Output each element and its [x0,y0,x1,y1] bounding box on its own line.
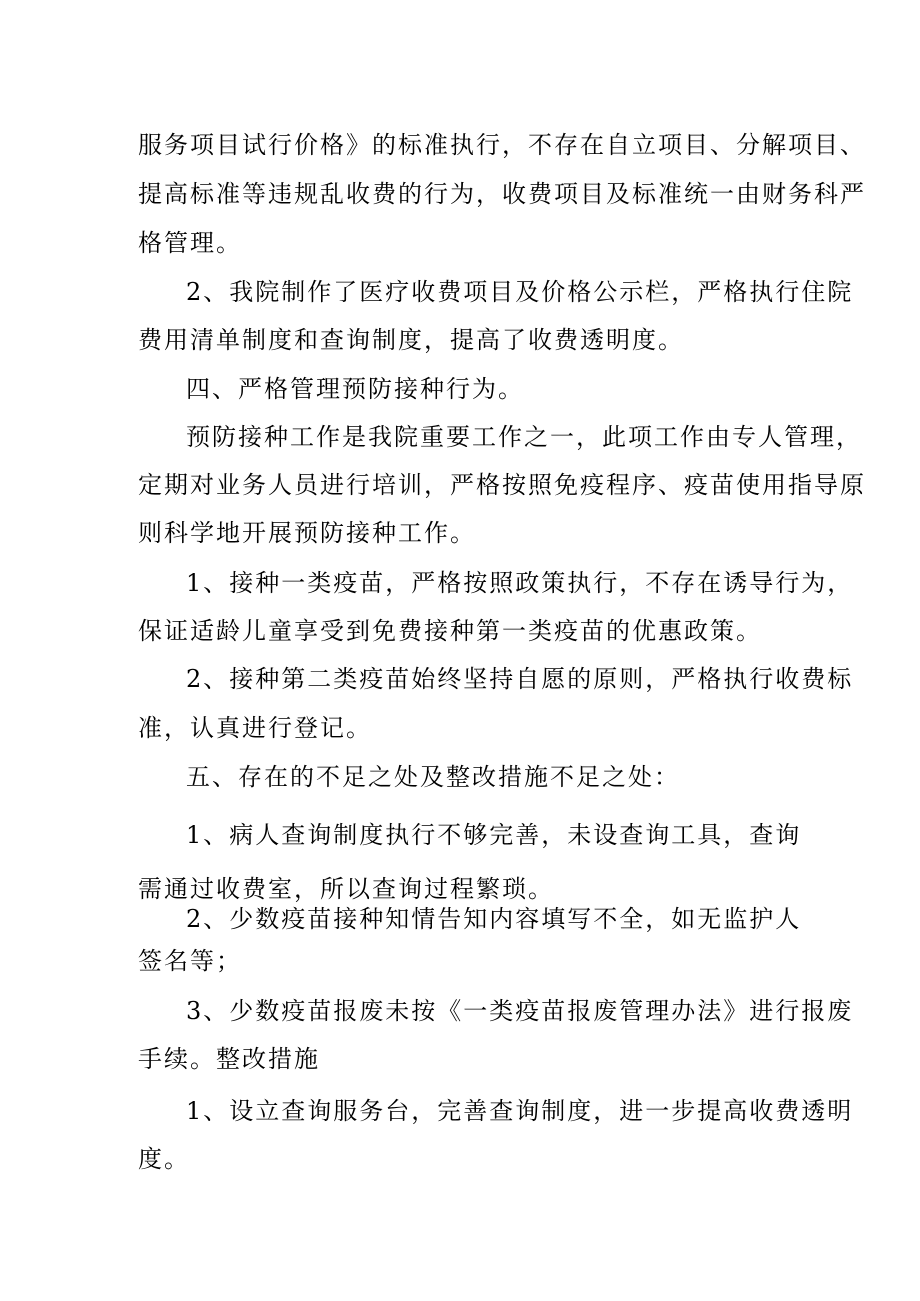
text-line: 1、病人查询制度执行不够完善，未设查询工具，查询 [186,821,802,849]
text-line: 则科学地开展预防接种工作。 [138,519,476,547]
text-line: 签名等； [138,947,242,975]
text-line: 准，认真进行登记。 [138,714,372,742]
text-line: 3、少数疫苗报废未按《一类疫苗报废管理办法》进行报废 [186,997,854,1025]
text-line: 度。 [138,1145,190,1173]
text-line: 保证适龄儿童享受到免费接种第一类疫苗的优惠政策。 [138,617,762,645]
text-line: 预防接种工作是我院重要工作之一，此项工作由专人管理， [186,423,862,451]
text-line: 需通过收费室，所以查询过程繁琐。 [138,875,554,903]
text-line: 2、少数疫苗接种知情告知内容填写不全，如无监护人 [186,905,802,933]
text-line: 2、我院制作了医疗收费项目及价格公示栏，严格执行住院 [186,278,854,306]
section-heading: 四、严格管理预防接种行为。 [186,375,524,403]
text-line: 服务项目试行价格》的标准执行，不存在自立项目、分解项目、 [138,131,866,159]
text-line: 1、接种一类疫苗，严格按照政策执行，不存在诱导行为， [186,569,854,597]
text-line: 格管理。 [138,229,242,257]
text-line: 手续。整改措施 [138,1045,320,1073]
text-line: 2、接种第二类疫苗始终坚持自愿的原则，严格执行收费标 [186,665,854,693]
section-heading: 五、存在的不足之处及整改措施不足之处： [186,763,680,791]
text-line: 费用清单制度和查询制度，提高了收费透明度。 [138,326,684,354]
text-line: 1、设立查询服务台，完善查询制度，进一步提高收费透明 [186,1097,854,1125]
text-line: 定期对业务人员进行培训，严格按照免疫程序、疫苗使用指导原 [138,471,866,499]
text-line: 提高标准等违规乱收费的行为，收费项目及标准统一由财务科严 [138,180,866,208]
